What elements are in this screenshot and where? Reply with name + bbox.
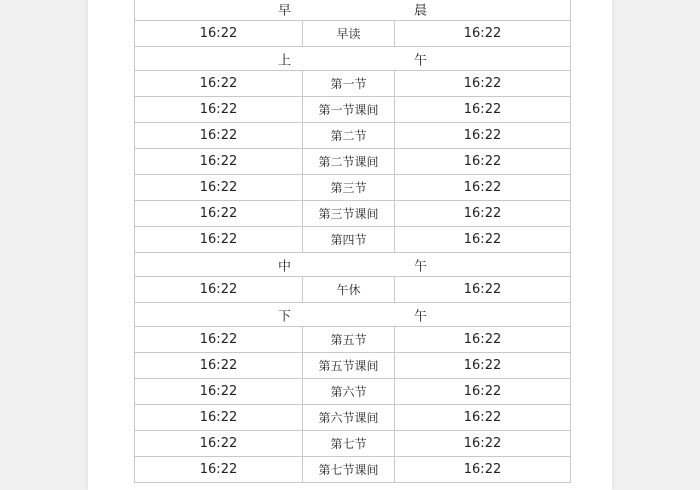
start-time-cell: 16:22 (135, 97, 303, 123)
section-header-noon (135, 253, 571, 277)
start-time-cell: 16:22 (135, 405, 303, 431)
end-time-cell: 16:22 (395, 123, 571, 149)
start-time-cell: 16:22 (135, 149, 303, 175)
start-time-cell: 16:22 (135, 277, 303, 303)
period-label-cell: 第七节 (303, 431, 395, 457)
end-time-cell: 16:22 (395, 379, 571, 405)
schedule-row (135, 201, 571, 227)
end-time-cell: 16:22 (395, 21, 571, 47)
end-time-cell: 16:22 (395, 227, 571, 253)
schedule-row (135, 21, 571, 47)
end-time-cell: 16:22 (395, 457, 571, 483)
section-header-cell (135, 253, 571, 277)
start-time-cell: 16:22 (135, 431, 303, 457)
schedule-row (135, 379, 571, 405)
end-time-cell: 16:22 (395, 201, 571, 227)
section-header-forenoon (135, 47, 571, 71)
period-label-cell: 第二节 (303, 123, 395, 149)
start-time-cell: 16:22 (135, 353, 303, 379)
start-time-cell: 16:22 (135, 123, 303, 149)
schedule-body (135, 0, 571, 483)
schedule-row (135, 431, 571, 457)
section-header-cell (135, 47, 571, 71)
period-label-cell: 第三节 (303, 175, 395, 201)
end-time-cell: 16:22 (395, 71, 571, 97)
period-label-cell: 第一节课间 (303, 97, 395, 123)
section-header-char-right: 晨 (414, 3, 428, 18)
section-header-char-left: 早 (278, 3, 292, 18)
start-time-cell: 16:22 (135, 21, 303, 47)
section-header-char-left: 下 (278, 309, 292, 324)
start-time-cell: 16:22 (135, 379, 303, 405)
period-label-cell: 第六节 (303, 379, 395, 405)
section-header-cell (135, 0, 571, 21)
section-header-morning (135, 0, 571, 21)
end-time-cell: 16:22 (395, 97, 571, 123)
period-label-cell: 第三节课间 (303, 201, 395, 227)
end-time-cell: 16:22 (395, 405, 571, 431)
section-header-char-right: 午 (414, 259, 428, 274)
period-label-cell: 第五节 (303, 327, 395, 353)
section-header-afternoon (135, 303, 571, 327)
schedule-row (135, 327, 571, 353)
schedule-row (135, 123, 571, 149)
start-time-cell: 16:22 (135, 327, 303, 353)
period-label-cell: 早读 (303, 21, 395, 47)
section-header-char-left: 上 (278, 53, 292, 68)
section-header-cell (135, 303, 571, 327)
end-time-cell: 16:22 (395, 327, 571, 353)
end-time-cell: 16:22 (395, 149, 571, 175)
end-time-cell: 16:22 (395, 353, 571, 379)
period-label-cell: 第七节课间 (303, 457, 395, 483)
schedule-row (135, 175, 571, 201)
section-header-char-left: 中 (278, 259, 292, 274)
start-time-cell: 16:22 (135, 457, 303, 483)
period-label-cell: 午休 (303, 277, 395, 303)
end-time-cell: 16:22 (395, 431, 571, 457)
start-time-cell: 16:22 (135, 227, 303, 253)
start-time-cell: 16:22 (135, 71, 303, 97)
period-label-cell: 第六节课间 (303, 405, 395, 431)
period-label-cell: 第二节课间 (303, 149, 395, 175)
schedule-row (135, 71, 571, 97)
period-label-cell: 第一节 (303, 71, 395, 97)
start-time-cell: 16:22 (135, 175, 303, 201)
schedule-row (135, 405, 571, 431)
end-time-cell: 16:22 (395, 277, 571, 303)
schedule-row (135, 277, 571, 303)
schedule-row (135, 353, 571, 379)
section-header-char-right: 午 (414, 53, 428, 68)
end-time-cell: 16:22 (395, 175, 571, 201)
schedule-row (135, 149, 571, 175)
schedule-row (135, 97, 571, 123)
period-label-cell: 第四节 (303, 227, 395, 253)
schedule-row (135, 227, 571, 253)
section-header-char-right: 午 (414, 309, 428, 324)
start-time-cell: 16:22 (135, 201, 303, 227)
period-label-cell: 第五节课间 (303, 353, 395, 379)
class-schedule-table (134, 0, 571, 483)
